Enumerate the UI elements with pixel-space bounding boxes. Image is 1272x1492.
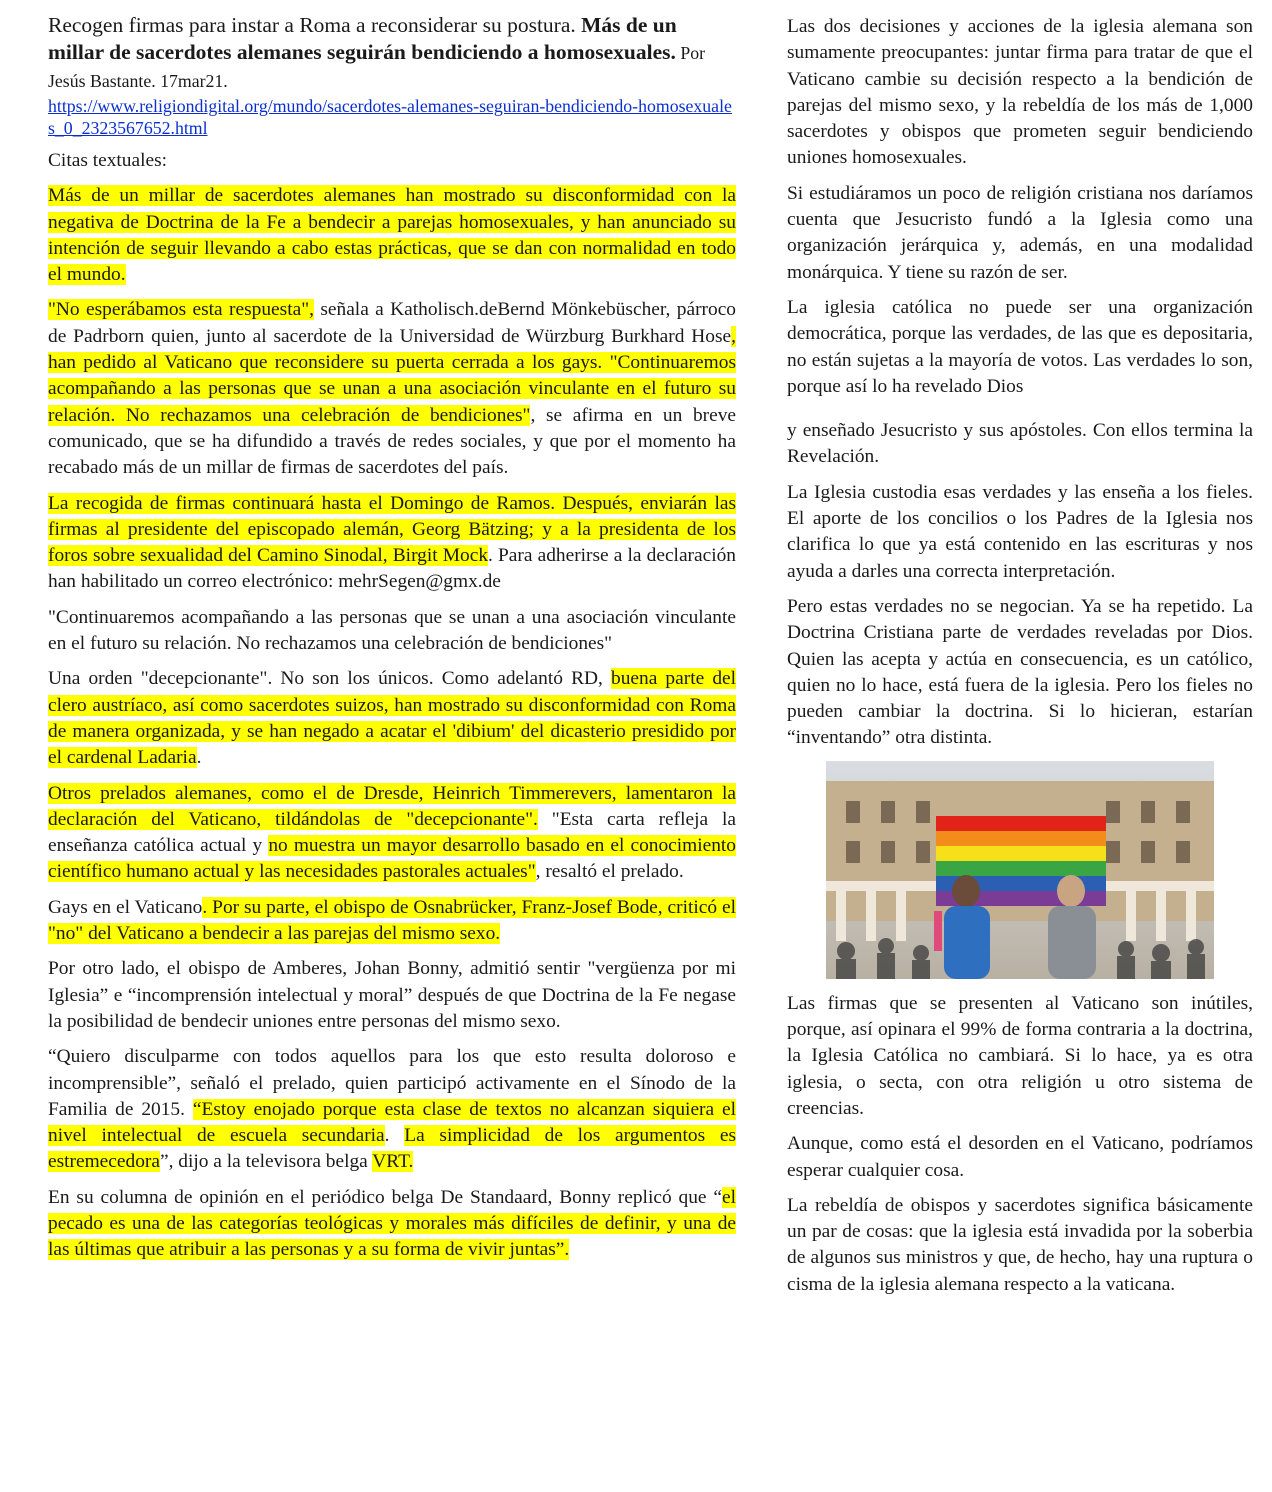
- opinion-paragraph-1: Las dos decisiones y acciones de la iglesia alemana son sumamente preocupantes: juntar firma para tratar de que el Vaticano cambie su decisión respecto a la bendición de parejas del mismo sexo, y la rebeldía de los más de 1,000 sacerdotes y obispos que prometen seguir bendiciendo uniones homosexuales.: [787, 16, 1253, 169]
- highlight: Más de un millar de sacerdotes alemanes han mostrado su disconformidad con la negativa de Doctrina de la Fe a bendecir a parejas homosexuales, y han anunciado su intención de seguir llevando a cabo estas prácticas, que se dan con normalidad en todo el mundo.: [48, 185, 736, 286]
- paragraph-5: [48, 666, 736, 771]
- opinion-paragraph-5: La Iglesia custodia esas verdades y las enseña a los fieles. El aporte de los concilios o los Padres de la Iglesia nos clarifica lo que ya está contenido en las escrituras y nos ayuda a darles una correcta interpretación.: [787, 481, 1253, 582]
- headline-intro: Recogen firmas para instar a Roma a reconsiderar su postura.: [48, 13, 582, 37]
- paragraph-3: [48, 491, 736, 596]
- highlight: , han pedido al Vaticano que reconsidere su puerta cerrada a los gays. "Continuaremos acompañando a las personas que se unan a una asociación vinculante en el futuro su relación. No rechazamos una celebración de bendiciones": [48, 325, 736, 426]
- byline: Por Jesús Bastante. 17mar21.: [48, 43, 706, 91]
- opinion-paragraph-8: Aunque, como está el desorden en el Vaticano, podríamos esperar cualquier cosa.: [787, 1133, 1253, 1181]
- highlight: VRT.: [372, 1151, 414, 1173]
- highlight: La recogida de firmas continuará hasta el Domingo de Ramos. Después, enviarán las firmas al presidente del episcopado alemán, Georg Bätzing; y a la presidenta de los foros sobre sexualidad del Camino Sinodal, Birgit Mock: [48, 492, 736, 567]
- opinion-paragraph-2: Si estudiáramos un poco de religión cristiana nos daríamos cuenta que Jesucristo fundó a la Iglesia como una organización jerárquica y, además, en una modalidad monárquica. Y tiene su razón de ser.: [787, 182, 1253, 283]
- paragraph-10: [48, 1185, 736, 1264]
- headline-bold: Más de un millar de sacerdotes alemanes seguirán bendiciendo a homosexuales.: [48, 13, 677, 64]
- opinion-paragraph-3: La iglesia católica no puede ser una organización democrática, porque las verdades, de las que es depositaria, no están sujetas a la mayoría de votos. Las verdades lo son, porque así lo ha revelado Dios: [787, 296, 1253, 397]
- text: Gays en el Vaticano: [48, 896, 203, 918]
- right-column: [787, 0, 1253, 1307]
- text: . Para adherirse a la declaración han habilitado un correo electrónico: mehrSegen@gmx.de: [48, 545, 736, 593]
- source-link[interactable]: https://www.religiondigital.org/mundo/sacerdotes-alemanes-seguiran-bendiciendo-homosexuales_0_2323567652.html: [48, 96, 732, 138]
- paragraph-6: [48, 781, 736, 886]
- opinion-paragraph-6: Pero estas verdades no se negocian. Ya se ha repetido. La Doctrina Cristiana parte de verdades reveladas por Dios. Quien las acepta y actúa en consecuencia, es un católico, quien no lo hace, está fuera de la iglesia. Pero los fieles no pueden cambiar la doctrina. Si lo hicieran, estarían “inventando” otra distinta.: [787, 595, 1253, 749]
- text: , se afirma en un breve comunicado, que se ha difundido a través de redes sociales, y que por el momento ha recabado más de un millar de firmas de sacerdotes del país.: [48, 404, 737, 479]
- text: "Esta carta refleja la enseñanza católica actual y: [48, 808, 736, 857]
- text: Una orden "decepcionante". No son los únicos. Como adelantó RD,: [48, 668, 611, 690]
- paragraph-4: "Continuaremos acompañando a las personas que se unan a una asociación vinculante en el futuro su relación. No rechazamos una celebración de bendiciones": [48, 606, 736, 655]
- highlight: buena parte del clero austríaco, así como sacerdotes suizos, han mostrado su disconformidad con Roma de manera organizada, y se han negado a acatar el 'dibium' del dicasterio presidido por el cardenal Ladaria: [48, 668, 737, 769]
- photo-illustration: [826, 761, 1214, 979]
- opinion-paragraph-7: Las firmas que se presenten al Vaticano son inútiles, porque, así opinara el 99% de forma contraria a la doctrina, la Iglesia Católica no cambiará. Si lo hace, ya es otra iglesia, o secta, con otra religión u otro sistema de creencias.: [787, 992, 1253, 1119]
- text: , resaltó el prelado.: [535, 861, 684, 883]
- highlight: no muestra un mayor desarrollo basado en el conocimiento científico humano actual y las necesidades pastorales actuales": [48, 835, 737, 883]
- article-headline: [48, 12, 736, 139]
- paragraph-2: [48, 297, 736, 481]
- text: .: [196, 747, 202, 769]
- text: señala a Katholisch.deBernd Mönkebüscher, párroco de Padrborn quien, junto al sacerdote de la Universidad de Würzburg Burkhard Hose: [48, 299, 736, 347]
- quotes-label: Citas textuales:: [48, 150, 168, 171]
- paragraph-9: [48, 1044, 736, 1175]
- highlight: . Por su parte, el obispo de Osnabrücker, Franz-Josef Bode, criticó el "no" del Vaticano a bendecir a las parejas del mismo sexo.: [48, 896, 736, 945]
- rainbow-flag-photo: [826, 761, 1214, 979]
- opinion-paragraph-4: y enseñado Jesucristo y sus apóstoles. Con ellos termina la Revelación.: [787, 420, 1253, 468]
- paragraph-1: [48, 183, 736, 288]
- text: “Quiero disculparme con todos aquellos para los que esto resulta doloroso e incomprensible”, señaló el prelado, quien participó activamente en el Sínodo de la Familia de 2015.: [48, 1046, 736, 1120]
- paragraph-7: [48, 895, 736, 948]
- text: En su columna de opinión en el periódico belga De Standaard, Bonny replicó que “: [48, 1186, 722, 1208]
- text: ”, dijo a la televisora belga: [159, 1151, 373, 1173]
- highlight: Otros prelados alemanes, como el de Dresde, Heinrich Timmerevers, lamentaron la declaración del Vaticano, tildándolas de "decepcionante".: [48, 782, 736, 830]
- left-column: [48, 0, 736, 1273]
- text: .: [384, 1125, 405, 1147]
- highlight: "No esperábamos esta respuesta",: [48, 299, 314, 321]
- paragraph-8: Por otro lado, el obispo de Amberes, Johan Bonny, admitió sentir "vergüenza por mi Iglesia” e “incomprensión intelectual y moral” después de que Doctrina de la Fe negase la posibilidad de bendecir uniones entre personas del mismo sexo.: [48, 958, 736, 1032]
- highlight: el pecado es una de las categorías teológicas y morales más difíciles de definir, y una de las últimas que atribuir a las personas y a su forma de vivir juntas”.: [48, 1186, 736, 1261]
- highlight: “Estoy enojado porque esta clase de textos no alcanzan siquiera el nivel intelectual de escuela secundaria: [48, 1098, 737, 1147]
- highlight: La simplicidad de los argumentos es estremecedora: [48, 1125, 736, 1173]
- opinion-paragraph-9: La rebeldía de obispos y sacerdotes significa básicamente un par de cosas: que la iglesia está invadida por la soberbia de algunos sus ministros y que, de hecho, hay una ruptura o cisma de la iglesia alemana respecto a la vaticana.: [787, 1194, 1253, 1295]
